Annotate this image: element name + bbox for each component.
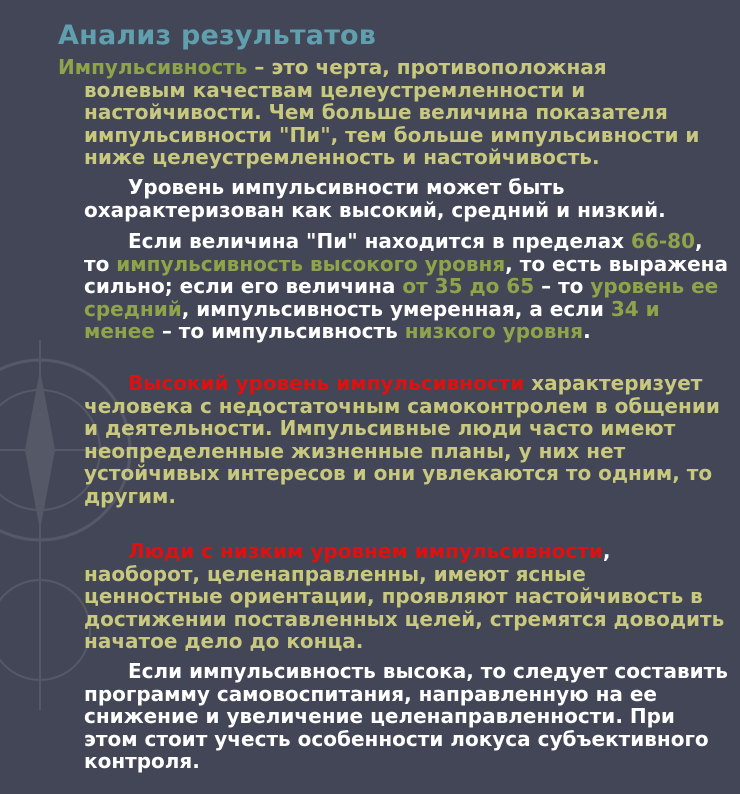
range-high: 66-80 <box>631 229 695 253</box>
levels-text: Уровень импульсивности может быть охарактеризован как высокий, средний и низкий. <box>84 175 666 222</box>
low-level-heading: Люди с низким уровнем импульсивности <box>128 539 603 563</box>
low-level-label: низкого уровня <box>404 319 584 344</box>
ranges-text-c: , то <box>84 229 703 276</box>
paragraph-ranges <box>84 230 729 343</box>
high-level-text: характеризует человека с недостаточным самоконтролем в общении и деятельности. Импульсивные люди часто имеют неопределенные жизненные планы, у них нет устойчивых интересов и они увлекаются то одним, то другим. <box>84 371 720 508</box>
paragraph-definition <box>58 56 730 169</box>
high-level-label: импульсивность высокого уровня <box>116 251 506 276</box>
high-level-heading: Высокий уровень импульсивности <box>128 371 525 395</box>
ranges-text-i: , импульсивность умеренная, а если <box>181 296 611 321</box>
term-impulsivity: Импульсивность <box>58 55 248 79</box>
paragraph-high-level <box>84 372 729 508</box>
ranges-text-k: – то импульсивность <box>154 319 405 344</box>
definition-text-2: волевым качествам целеустремленности и настойчивости. Чем больше величина показателя импульсивности "Пи", тем больше импульсивности и ниже целеустремленность и настойчивость. <box>84 77 700 170</box>
paragraph-recommendation <box>84 660 729 773</box>
paragraph-levels <box>84 176 729 221</box>
recommendation-text: Если импульсивность высока, то следует составить программу самовоспитания, направленную на ее снижение и увеличение целенаправленности. При этом стоит учесть особенности локуса субъективного контроля. <box>84 659 728 774</box>
ranges-text-a: Если величина "Пи" находится в пределах <box>128 229 632 253</box>
medium-level-label: уровень ее средний <box>84 274 719 321</box>
ranges-text-m: . <box>583 319 591 344</box>
range-medium: от 35 до 65 <box>402 274 535 299</box>
low-level-text: наоборот, целенаправленны, имеют ясные ценностные ориентации, проявляют настойчивость в достижении поставленных целей, стремятся доводить начатое дело до конца. <box>84 561 725 654</box>
low-level-comma: , <box>602 539 611 563</box>
range-low: 34 и менее <box>84 296 660 344</box>
ranges-text-e: , то есть выражена сильно; если его величина <box>84 251 728 299</box>
slide-title: Анализ результатов <box>58 20 377 51</box>
ranges-text-g: – то <box>534 274 591 299</box>
paragraph-low-level <box>84 540 729 653</box>
definition-text-1: – это черта, противоположная <box>247 55 607 79</box>
